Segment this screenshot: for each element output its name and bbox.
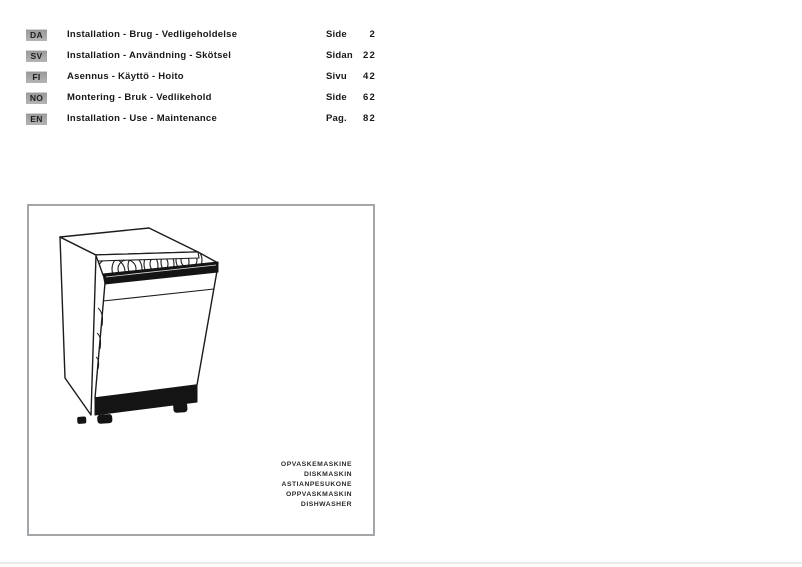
language-badge-fi: FI [26, 71, 47, 83]
language-badge-no: NO [26, 92, 47, 104]
product-name-da: OPVASKEMASKINE [280, 461, 352, 468]
product-name-list [281, 460, 352, 510]
language-badge-en: EN [26, 113, 47, 125]
cover-panel [27, 204, 375, 536]
toc-page-number-da: 2 [369, 29, 376, 40]
toc-title-fi: Asennus - Käyttö - Hoito [67, 71, 184, 82]
toc-page-label-no: Side [326, 92, 347, 103]
toc-page-number-fi: 42 [363, 71, 376, 82]
language-badge-sv: SV [26, 50, 47, 62]
toc-page-number-en: 82 [363, 113, 376, 124]
product-name-fi: ASTIANPESUKONE [281, 481, 352, 488]
toc-page-label-en: Pag. [326, 113, 347, 124]
product-name-sv: DISKMASKIN [303, 471, 352, 478]
language-badge-da: DA [26, 29, 47, 41]
toc-page-label-da: Side [326, 29, 347, 40]
toc-page-number-no: 62 [363, 92, 376, 103]
toc-page-label-sv: Sidan [326, 50, 353, 61]
toc-title-sv: Installation - Användning - Skötsel [67, 50, 232, 61]
toc-row-no [26, 92, 386, 105]
toc-row-da [26, 29, 386, 42]
toc-row-en [26, 113, 386, 126]
toc-title-da: Installation - Brug - Vedligeholdelse [67, 29, 238, 40]
toc-title-en: Installation - Use - Maintenance [67, 113, 217, 124]
toc-page-number-sv: 22 [363, 50, 376, 61]
product-name-en: DISHWASHER [300, 501, 352, 508]
page-bottom-scan-line [0, 562, 802, 564]
product-name-no: OPPVASKMASKIN [285, 491, 352, 498]
toc-row-sv [26, 50, 386, 63]
toc-row-fi [26, 71, 386, 84]
dishwasher-illustration [49, 215, 239, 435]
toc-page-label-fi: Sivu [326, 71, 347, 82]
toc-title-no: Montering - Bruk - Vedlikehold [67, 92, 212, 103]
